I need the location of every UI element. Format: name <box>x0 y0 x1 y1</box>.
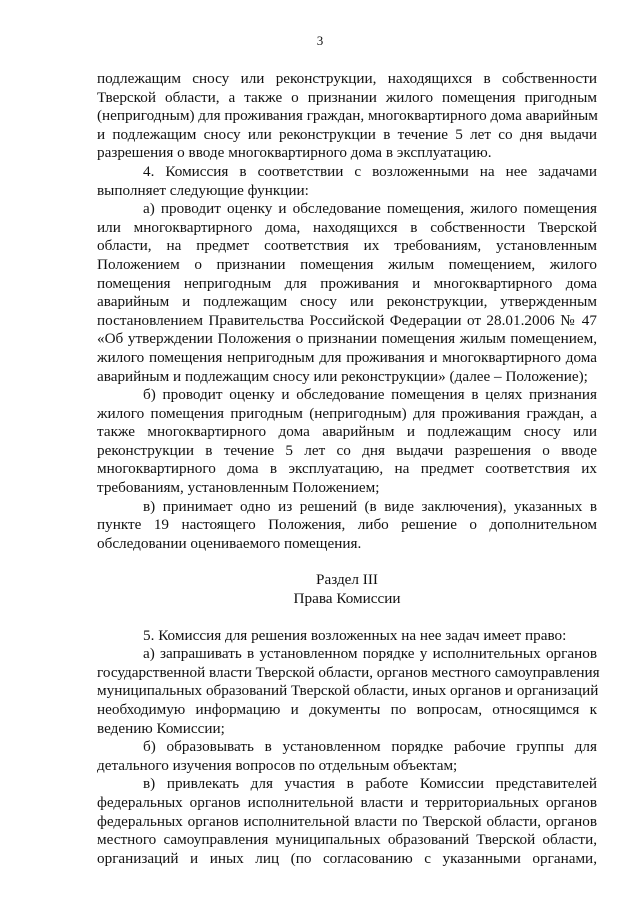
text-line: Тверской области, а также о признании жилого помещения пригодным <box>97 88 597 106</box>
text-line: 5. Комиссия для решения возложенных на нее задач имеет право: <box>143 626 567 644</box>
text-line: требованиям, установленным Положением; <box>97 479 380 497</box>
text-line: разрешения о вводе многоквартирного дома в эксплуатацию. <box>97 144 492 162</box>
text-line: и подлежащим сносу или реконструкции в течение 5 лет со дня выдачи <box>97 125 597 143</box>
text-line: реконструкции в течение 5 лет со дня выдачи разрешения о вводе <box>97 441 597 459</box>
text-line: выполняет следующие функции: <box>97 181 309 199</box>
text-line: а) проводит оценку и обследование помещения, жилого помещения <box>143 200 597 218</box>
text-line: муниципальных образований Тверской области, иных органов и организаций <box>97 682 599 700</box>
text-line: жилого помещения пригодным (непригодным) для проживания граждан, а <box>97 404 597 422</box>
text-line: аварийным и подлежащим сносу или реконструкции, утвержденным <box>97 293 597 311</box>
text-line: федеральных органов исполнительной власти и территориальных органов <box>97 793 597 811</box>
text-line: а) запрашивать в установленном порядке у исполнительных органов <box>143 645 597 663</box>
section-heading-line: Раздел III <box>316 571 378 589</box>
text-line: необходимую информацию и документы по вопросам, относящимся к <box>97 701 597 718</box>
text-line: ведению Комиссии; <box>97 719 225 737</box>
text-line: области, на предмет соответствия их требованиям, установленным <box>97 237 597 255</box>
text-line: аварийным и подлежащим сносу или реконструкции» (далее – Положение); <box>97 367 588 385</box>
text-line: 4. Комиссия в соответствии с возложенными на нее задачами <box>143 162 597 180</box>
page-number: 3 <box>316 33 324 48</box>
text-line: пункте 19 настоящего Положения, либо решение о дополнительном <box>97 516 597 534</box>
text-line: подлежащим сносу или реконструкции, находящихся в собственности <box>97 70 597 87</box>
text-line: б) образовывать в установленном порядке рабочие группы для <box>143 738 597 756</box>
text-line: б) проводит оценку и обследование помещения в целях признания <box>143 386 597 404</box>
text-line: жилого помещения непригодным для проживания и многоквартирного дома <box>97 348 597 366</box>
text-line: федеральных органов исполнительной власти по Тверской области, органов <box>97 812 597 830</box>
text-line: постановлением Правительства Российской Федерации от 28.01.2006 № 47 <box>97 311 597 329</box>
document-body <box>97 70 600 868</box>
text-line: «Об утверждении Положения о признании помещения жилым помещением, <box>97 330 597 348</box>
text-line: детального изучения вопросов по отдельным объектам; <box>97 756 458 774</box>
text-line: помещения непригодным для проживания и многоквартирного дома <box>97 274 597 292</box>
text-line: или многоквартирного дома, находящихся в собственности Тверской <box>97 218 597 236</box>
text-line: также многоквартирного дома аварийным и подлежащим сносу или <box>97 423 597 441</box>
text-line: местного самоуправления муниципальных образований Тверской области, <box>97 831 597 849</box>
text-line: в) принимает одно из решений (в виде заключения), указанных в <box>143 497 597 515</box>
text-line: Положением о признании помещения жилым помещением, жилого <box>97 255 597 273</box>
text-line: государственной власти Тверской области, органов местного самоуправления <box>97 663 600 681</box>
text-line: организаций и иных лиц (по согласованию с указанными органами, <box>97 849 597 867</box>
text-line: обследовании оцениваемого помещения. <box>97 534 362 552</box>
text-line: многоквартирного дома в эксплуатацию, на предмет соответствия их <box>97 460 597 478</box>
text-line: в) привлекать для участия в работе Комиссии представителей <box>143 775 597 793</box>
text-line: (непригодным) для проживания граждан, многоквартирного дома аварийным <box>97 107 598 125</box>
section-heading-line: Права Комиссии <box>293 590 401 608</box>
